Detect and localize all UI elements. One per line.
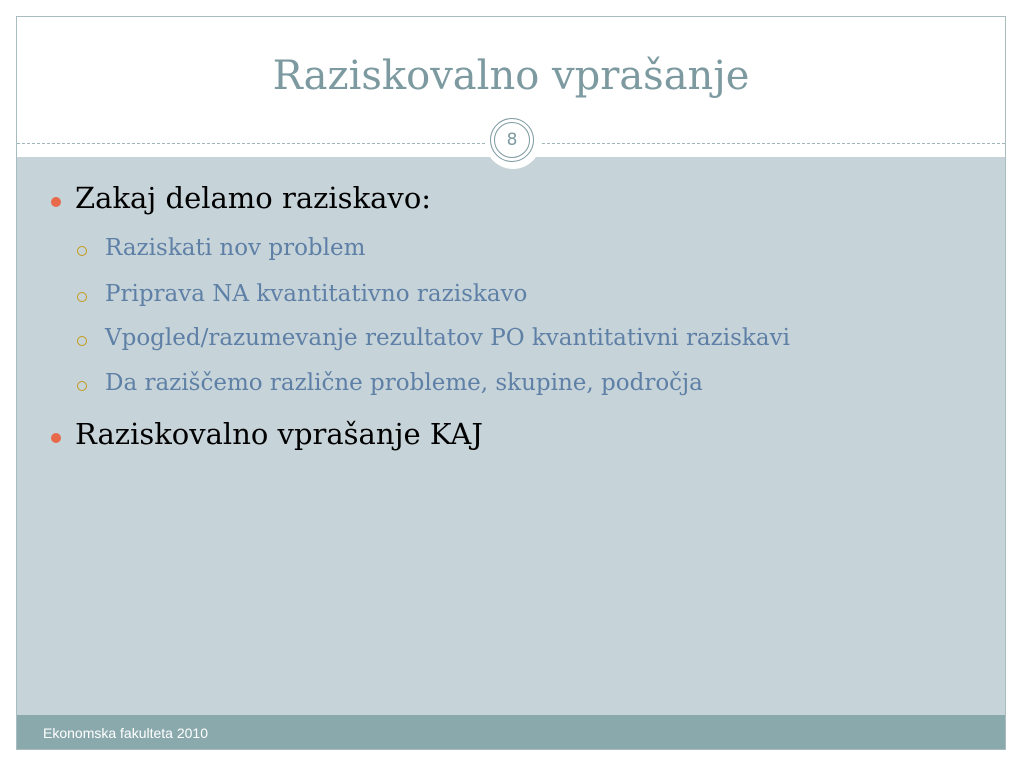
sub-bullet-text: Da raziščemo različne probleme, skupine, področja bbox=[105, 370, 703, 396]
bullet-ring-icon bbox=[77, 246, 87, 256]
bullet-text: Raziskovalno vprašanje KAJ bbox=[75, 417, 483, 451]
bullet-ring-icon bbox=[77, 336, 87, 346]
content-area bbox=[17, 157, 1005, 715]
bullet-text: Zakaj delamo raziskavo: bbox=[75, 181, 432, 215]
bullet-dot-icon bbox=[51, 197, 61, 207]
slide-title: Raziskovalno vprašanje bbox=[272, 53, 750, 99]
sub-bullet-text: Vpogled/razumevanje rezultatov PO kvantitativni raziskavi bbox=[105, 325, 790, 351]
footer-bar bbox=[17, 715, 1005, 750]
bullet-ring-icon bbox=[77, 381, 87, 391]
footer-text: Ekonomska fakulteta 2010 bbox=[43, 725, 208, 741]
bullet-ring-icon bbox=[77, 292, 87, 302]
sub-bullet-text: Priprava NA kvantitativno raziskavo bbox=[105, 281, 528, 307]
page-number: 8 bbox=[494, 122, 530, 158]
bullet-dot-icon bbox=[51, 433, 61, 443]
page-number-ring bbox=[490, 118, 534, 162]
page-number-badge bbox=[485, 113, 541, 169]
slide bbox=[16, 16, 1006, 750]
sub-bullet-text: Raziskati nov problem bbox=[105, 235, 366, 261]
